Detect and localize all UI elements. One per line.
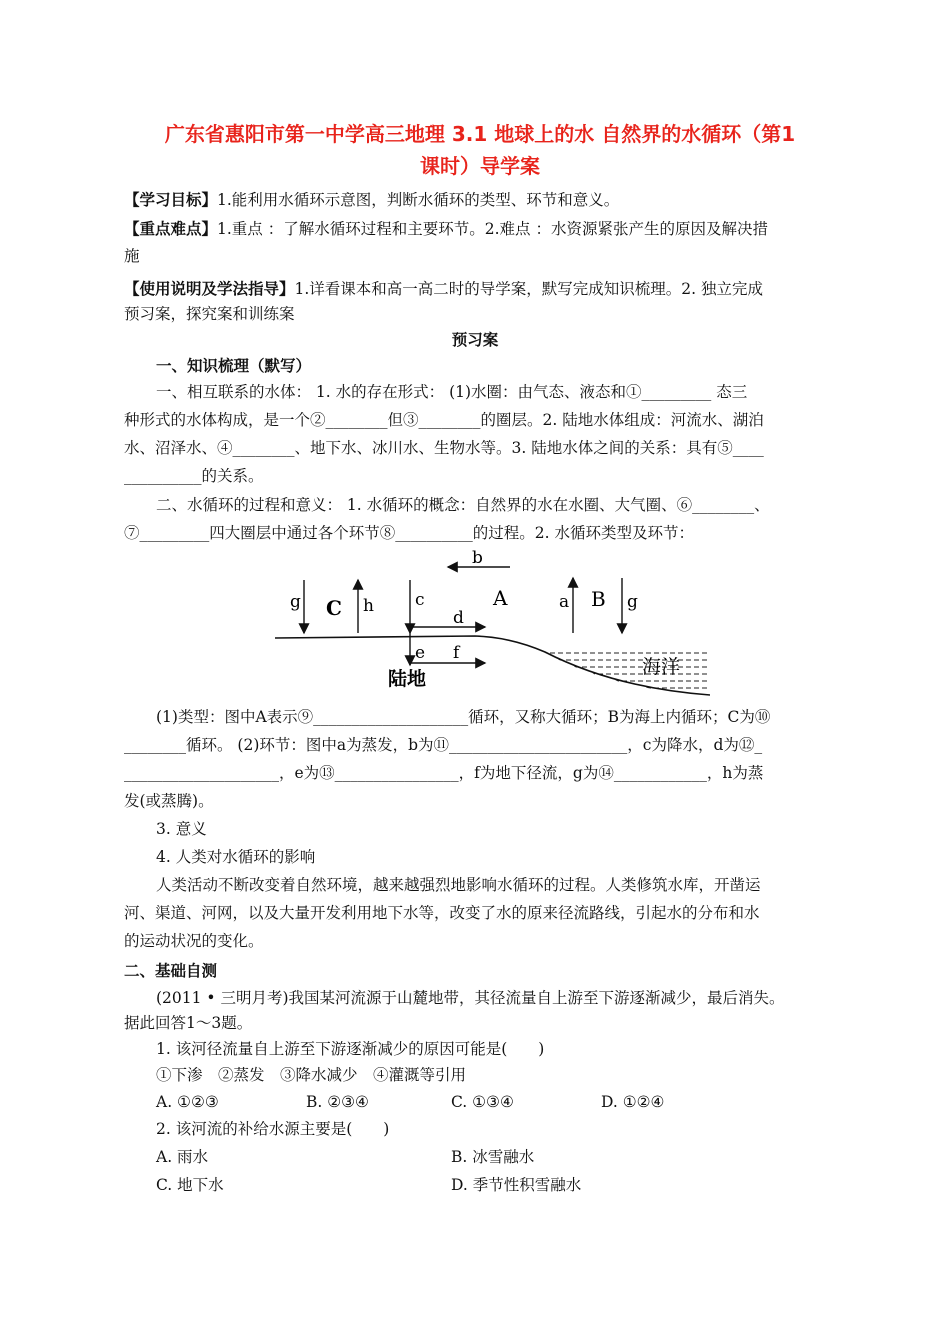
q1-stem: 1. 该河径流量自上游至下游逐渐减少的原因可能是( ) [156, 1040, 545, 1058]
focus-text: 1.重点 ：了解水循环过程和主要环节。2.难点 ：水资源紧张产生的原因及解决措 [217, 220, 768, 238]
label-A: A [493, 586, 508, 610]
label-a: a [559, 592, 570, 612]
label-f: f [453, 643, 460, 663]
q2-stem: 2. 该河流的补给水源主要是( ) [156, 1120, 390, 1138]
usage-label: 【使用说明及学法指导】 [124, 280, 295, 298]
usage-guide [124, 278, 763, 300]
q1-option-a: A. ①②③ [156, 1093, 219, 1111]
water-cycle-diagram [270, 545, 710, 700]
label-g-right: g [627, 592, 638, 612]
title-line-1: 广东省惠阳市第一中学高三地理 3.1 地球上的水 自然界的水循环（第1 [164, 122, 796, 146]
document-title [120, 118, 840, 182]
p2-line-2: ⑦_________四大圈层中通过各个环节⑧__________的过程。2. 水循环类型及环节： [124, 524, 694, 542]
q2-option-b: B. 冰雪融水 [451, 1148, 535, 1166]
label-C: C [326, 596, 342, 620]
title-line-2: 课时）导学案 [420, 154, 540, 178]
p6-line-2: 河、渠道、河网，以及大量开发利用地下水等，改变了水的原来径流路线，引起水的分布和水 [124, 904, 760, 922]
section2-heading: 二、基础自测 [124, 962, 218, 980]
usage-text: 1.详看课本和高一高二时的导学案，默写完成知识梳理。2. 独立完成 [294, 280, 764, 298]
label-d: d [453, 608, 464, 628]
p6-line-1: 人类活动不断改变着自然环境，越来越强烈地影响水循环的过程。人类修筑水库，开凿运 [156, 876, 761, 894]
ocean-water [540, 650, 710, 695]
focus-label: 【重点难点】 [124, 220, 218, 238]
label-land: 陆地 [388, 668, 427, 690]
p3-line-1: (1)类型：图中A表示⑨____________________循环，又称大循环；B为海上内循环；C为⑩ [156, 708, 771, 726]
p1-line-1: 一、相互联系的水体： 1. 水的存在形式： (1)水圈：由气态、液态和①_________ 态三 [156, 383, 748, 401]
q1-option-c: C. ①③④ [451, 1093, 514, 1111]
usage-text-cont: 预习案，探究案和训练案 [124, 305, 295, 323]
label-g-left: g [290, 592, 301, 612]
p1-line-4: __________的关系。 [124, 467, 264, 485]
key-points [124, 218, 768, 240]
label-c: c [415, 590, 425, 610]
q2-option-d: D. 季节性积雪融水 [451, 1176, 582, 1194]
significance: 3. 意义 [156, 820, 207, 838]
label-B: B [591, 587, 606, 611]
learning-goals [124, 189, 619, 211]
p3-line-4: 发(或蒸腾)。 [124, 792, 214, 810]
focus-text-cont: 施 [124, 247, 140, 265]
q2-option-a: A. 雨水 [156, 1148, 209, 1166]
q1-option-d: D. ①②④ [601, 1093, 665, 1111]
p1-line-2: 种形式的水体构成，是一个②________但③________的圈层。2. 陆地水体组成：河流水、湖泊 [124, 411, 764, 429]
intro-line-2: 据此回答1～3题。 [124, 1014, 253, 1032]
label-e: e [415, 643, 426, 663]
p6-line-3: 的运动状况的变化。 [124, 932, 264, 950]
q2-option-c: C. 地下水 [156, 1176, 224, 1194]
intro-line-1: (2011 • 三明月考)我国某河流源于山麓地带，其径流量自上游至下游逐渐减少，最后消失。 [156, 989, 785, 1007]
preview-heading: 预习案 [451, 331, 499, 349]
p1-line-3: 水、沼泽水、④________、地下水、冰川水、生物水等。3. 陆地水体之间的关系：具有⑤____ [124, 439, 764, 457]
p3-line-3: ____________________，e为⑬________________，f为地下径流，g为⑭____________，h为蒸 [124, 764, 764, 782]
human-impact-heading: 4. 人类对水循环的影响 [156, 848, 316, 866]
section1-heading: 一、知识梳理（默写） [156, 357, 312, 375]
p3-line-2: ________循环。 (2)环节：图中a为蒸发，b为⑪_______________________，c为降水，d为⑫_ [124, 736, 763, 754]
goals-text: 1.能利用水循环示意图，判断水循环的类型、环节和意义。 [217, 191, 620, 209]
label-h: h [363, 596, 374, 616]
p2-line-1: 二、水循环的过程和意义： 1. 水循环的概念：自然界的水在水圈、大气圈、⑥________、 [156, 496, 770, 514]
goals-label: 【学习目标】 [124, 191, 218, 209]
q1-option-b: B. ②③④ [306, 1093, 369, 1111]
label-ocean: 海洋 [642, 656, 681, 678]
label-b: b [472, 548, 483, 568]
q1-items: ①下渗 ②蒸发 ③降水减少 ④灌溉等引用 [156, 1066, 467, 1084]
